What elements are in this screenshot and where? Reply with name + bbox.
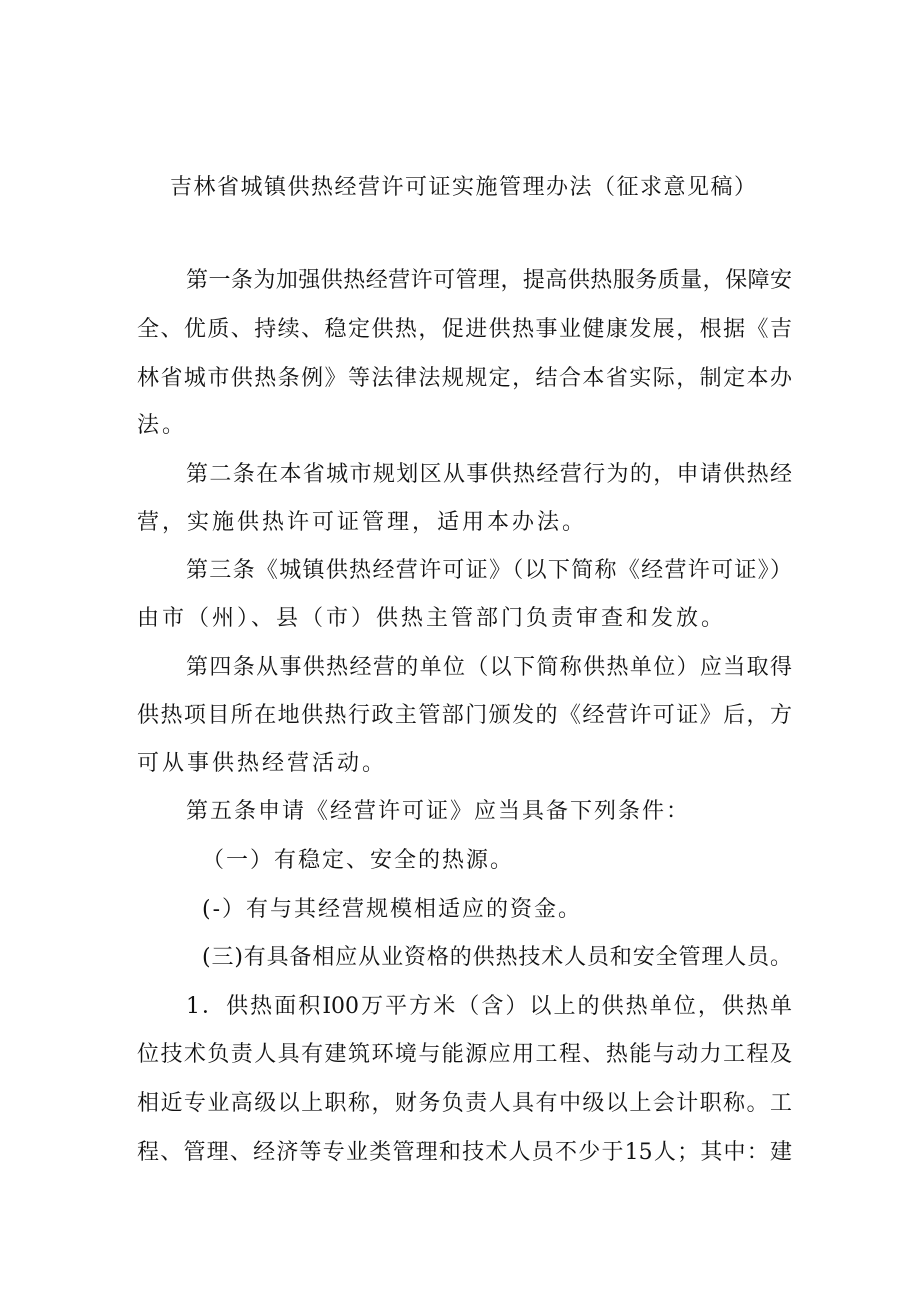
paragraph-line: 1．供热面积I00万平方米（含）以上的供热单位，供热单 [186, 994, 792, 1019]
paragraph-line: 由市（州）、县（市）供热主管部门负责审查和发放。 [137, 606, 727, 631]
paragraph-line: 全、优质、持续、稳定供热，促进供热事业健康发展，根据《吉 [137, 317, 792, 342]
paragraph-line: 第四条从事供热经营的单位（以下简称供热单位）应当取得 [186, 655, 792, 680]
paragraph-line: 林省城市供热条例》等法律法规规定，结合本省实际，制定本办 [137, 366, 792, 391]
paragraph-line: 位技术负责人具有建筑环境与能源应用工程、热能与动力工程及 [137, 1042, 792, 1067]
document-title: 吉林省城镇供热经营许可证实施管理办法（征求意见稿） [170, 175, 758, 200]
paragraph-line: 供热项目所在地供热行政主管部门颁发的《经营许可证》后，方 [137, 703, 792, 728]
paragraph-line: 第三条《城镇供热经营许可证》（以下简称《经营许可证》） [186, 558, 792, 583]
paragraph-line: 程、管理、经济等专业类管理和技术人员不少于15人；其中：建 [137, 1140, 792, 1165]
paragraph-line: 第二条在本省城市规划区从事供热经营行为的，申请供热经 [186, 462, 792, 487]
list-item: (-）有与其经营规模相适应的资金。 [202, 897, 583, 922]
paragraph-line: 可从事供热经营活动。 [137, 751, 388, 776]
paragraph-line: 法。 [137, 413, 188, 438]
list-item: (三)有具备相应从业资格的供热技术人员和安全管理人员。 [202, 945, 792, 970]
paragraph-line: 第一条为加强供热经营许可管理，提高供热服务质量，保障安 [186, 268, 792, 293]
paragraph-line: 第五条申请《经营许可证》应当具备下列条件： [186, 799, 691, 824]
list-item: （一）有稳定、安全的热源。 [202, 848, 515, 873]
paragraph-line: 营，实施供热许可证管理，适用本办法。 [137, 510, 588, 535]
paragraph-line: 相近专业高级以上职称，财务负责人具有中级以上会计职称。工 [137, 1091, 792, 1116]
